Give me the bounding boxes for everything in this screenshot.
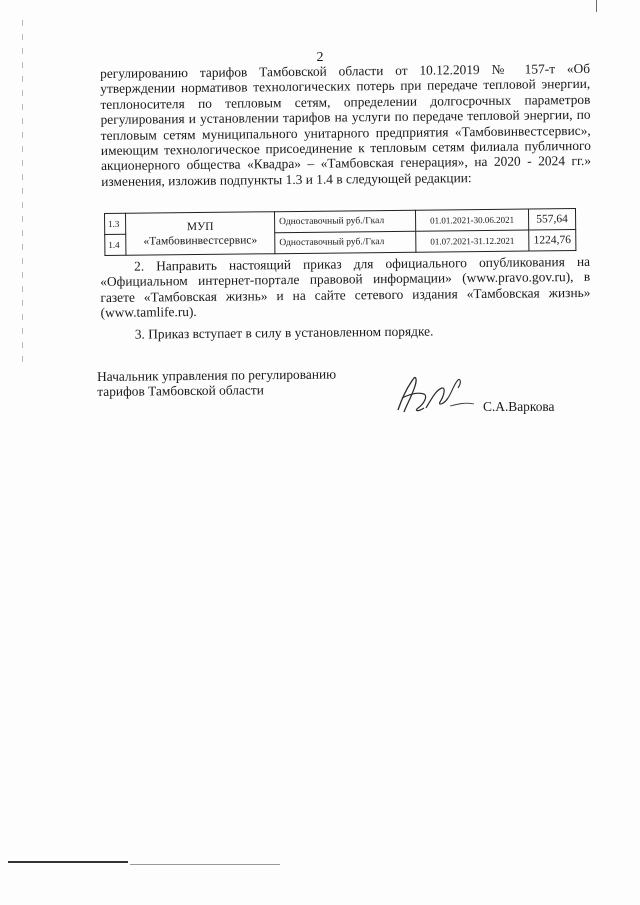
intro-paragraph (100, 61, 591, 189)
scan-mark-top (596, 0, 597, 12)
organization-line-2: «Тамбовинвестсервис» (143, 233, 258, 248)
intro-text: регулированию тарифов Тамбовской области от 10.12.2019 № 157-т «Об утверждении нормативов технологических потерь при передаче тепловой энергии, теплоносителя по тепловым сетям, определении долгосрочных параметров регулирования и установлении тарифов на услуги по передаче тепловой энергии, по тепловым сетям муниципального унитарного предприятия «Тамбовинвестсервис», имеющим технологическое присоединение к тепловым сетям филиала публичного акционерного общества «Квадра» – «Тамбовская генерация», на 2020 - 2024 гг.» изменения, изложив подпункты 1.3 и 1.4 в следующей редакции: (100, 60, 592, 189)
period-cell: 01.01.2021-30.06.2021 (415, 209, 528, 231)
organization-cell (126, 212, 275, 256)
signer-name: С.А.Варкова (483, 399, 555, 414)
signer-position-line-1: Начальник управления по регулированию (96, 366, 337, 384)
tariff-value-cell: 557,64 (528, 209, 575, 230)
scan-mark-bottom-faint (130, 864, 280, 865)
handwritten-signature (388, 368, 478, 418)
row-number: 1.4 (105, 234, 126, 255)
signer-position (97, 367, 336, 399)
paragraph-2: 2. Направить настоящий приказ для официального опубликования на «Официальном интернет-портале правовой информации» (www.pravo.gov.ru), в газете «Тамбовская жизнь» и на сайте сетевого издания «Тамбовская жизнь» (www.tamlife.ru). (100, 253, 591, 321)
row-number: 1.3 (105, 213, 126, 234)
organization-line-1: МУП (186, 220, 214, 233)
tariff-value-cell: 1224,76 (529, 230, 576, 251)
rate-type-cell: Одноставочный руб./Гкал (274, 210, 415, 232)
numbered-points (100, 254, 591, 342)
tariff-table (104, 208, 576, 256)
signer-position-line-2: тарифов Тамбовской области (97, 381, 264, 399)
rate-type-cell: Одноставочный руб./Гкал (275, 231, 416, 253)
period-cell: 01.07.2021-31.12.2021 (416, 230, 529, 252)
scan-edge-artifact (22, 20, 23, 370)
scan-mark-bottom (8, 861, 128, 863)
paragraph-3: 3. Приказ вступает в силу в установленном порядке. (134, 323, 434, 342)
page-number: 2 (316, 50, 324, 65)
